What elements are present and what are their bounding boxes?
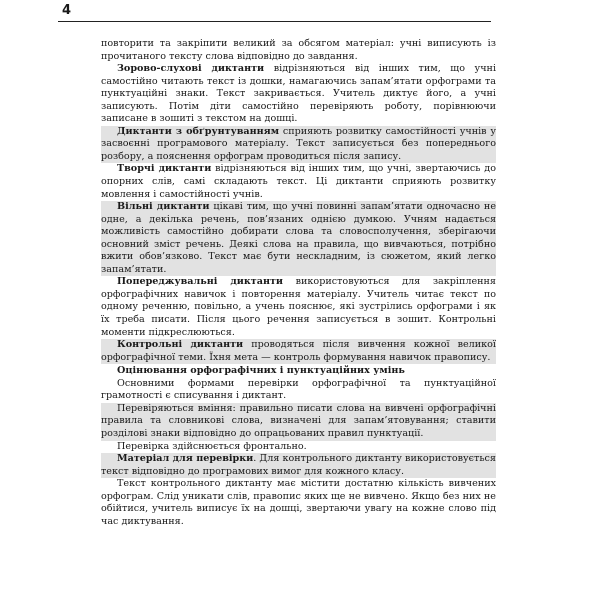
paragraph-text: Основними формами перевірки орфографічної та пунктуаційної грамотності є списування і диктант. [101, 377, 496, 402]
paragraph [101, 453, 496, 478]
paragraph [101, 339, 496, 364]
paragraph [101, 201, 496, 276]
paragraph [101, 403, 496, 441]
page-number: 4 [62, 3, 72, 18]
term: Зорово-слухові диктанти [117, 63, 265, 75]
section-subheading: Оцінювання орфографічних і пунктуаційних умінь [117, 365, 405, 377]
term: Диктанти з обґрунтуванням [117, 125, 280, 137]
paragraph-text: повторити та закріпити великий за обсягом матеріал: учні виписують із прочитаного тексту слова відповідно до завдання. [101, 38, 496, 62]
paragraph [101, 276, 496, 339]
paragraph [101, 163, 496, 201]
paragraph [101, 38, 496, 63]
paragraph-text: цікаві тим, що учні повинні запам’ятати одночасно не одне, а декілька речень, пов’язаних однією думкою. Учням надається можливість самостійно добирати слова та словосполучення, зберігаючи основний зміст речень. Деякі слова на правила, що вивчаються, потрібно вжити обов’язково. Текст має бути нескладним, із сюжетом, який легко запам’ятати. [101, 201, 496, 275]
paragraph [101, 378, 496, 403]
paragraph [101, 63, 496, 126]
page-content [101, 38, 496, 528]
paragraph [101, 478, 496, 528]
term: Творчі диктанти [117, 163, 212, 175]
term: Попереджувальні диктанти [117, 276, 284, 288]
paragraph-text: . Для контрольного диктанту використовується текст відповідно до програмових вимог для кожного класу. [101, 453, 496, 477]
paragraph [101, 441, 496, 454]
paragraph-text: проводяться після вивчення кожної великої орфографічної теми. Їхня мета — контроль формування навичок правопису. [101, 339, 497, 363]
paragraph-text: відрізняються від інших тим, що учні, звертаючись до опорних слів, самі складають текст. Ці диктанти сприяють розвитку мовлення і самостійності учнів. [101, 163, 496, 200]
paragraph-text: використовуються для закріплення орфографічних навичок і повторення матеріалу. Учитель читає текст по одному реченню, повільно, а учень пояснює, які зустрілись орфограми і як їх треба писати. Після цього речення записується в зошит. Контрольні моменти підкреслюються. [101, 276, 496, 338]
paragraph-text: Перевірка здійснюється фронтально. [117, 440, 307, 452]
paragraph [101, 126, 496, 164]
term: Матеріал для перевірки [117, 453, 254, 465]
term: Вільні диктанти [117, 201, 210, 213]
term: Контрольні диктанти [117, 339, 244, 351]
header-rule [58, 21, 491, 22]
paragraph-text: Перевіряються вміння: правильно писати слова на вивчені орфографічні правила та словникові слова, визначені для запам’ятовування; ставити розділові знаки відповідно до опрацьованих правил пунктуації. [101, 402, 496, 439]
paragraph-text: відрізняються від інших тим, що учні самостійно читають текст із дошки, намагаючись запам’ятати орфограми та пунктуаційні знаки. Текст закривається. Учитель диктує його, а учні записують. Потім діти самостійно перевіряють роботу, порівнюючи записане в зошиті з текстом на дошці. [101, 63, 497, 125]
paragraph-text: Текст контрольного диктанту має містити достатню кількість вивчених орфограм. Слід уникати слів, правопис яких ще не вивчено. Якщо без них не обійтися, учитель виписує їх на дошці, звертаючи увагу на кожне слово під час диктування. [101, 478, 496, 527]
paragraph-text: сприяють розвитку самостійності учнів у засвоєнні програмового матеріалу. Текст записується без попереднього розбору, а пояснення орфограм проводиться після запису. [101, 125, 496, 162]
